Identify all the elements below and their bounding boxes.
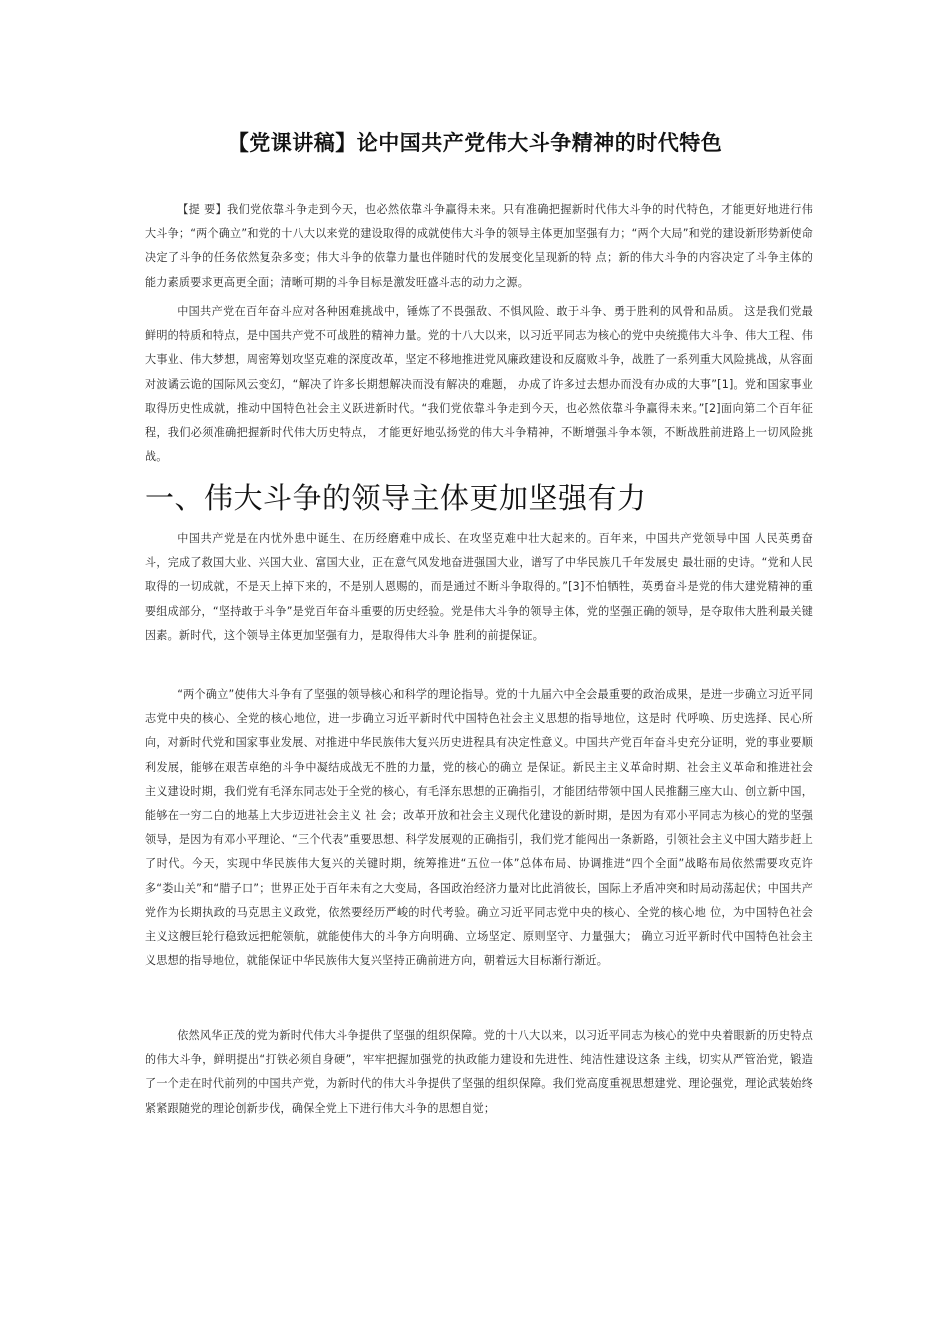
document-title: 【党课讲稿】论中国共产党伟大斗争精神的时代特色 (227, 131, 723, 155)
section-paragraph-2: “两个确立”使伟大斗争有了坚强的领导核心和科学的理论指导。党的十九届六中全会最重要的政治成果，是进一步确立习近平同志党中央的核心、全党的核心地位，进一步确立习近平新时代中国特色社会主义思想的指导地位，这是时 代呼唤、历史选择、民心所向，对新时代党和国家事业发展、对推进中华民族伟大复兴历史进程具有决定性意义。中国共产党百年奋斗史充分证明，党的事业要顺利发展，能够在艰苦卓绝的斗争中凝结成战无不胜的力量，党的核心的确立 是保证。新民主主义革命时期、社会主义革命和推进社会主义建设时期，我们党有毛泽东同志处于全党的核心，有毛泽东思想的正确指引，才能团结带领中国人民推翻三座大山、创立新中国，能够在一穷二白的地基上大步迈进社会主义 社 会；改革开放和社会主义现代化建设的新时期，是因为有邓小平同志为核心的党的坚强领导，是因为有邓小平理论、“三个代表”重要思想、科学发展观的正确指引，我们党才能闯出一条新路，引领社会主义中国大踏步赶上了时代。今天，实现中华民族伟大复兴的关键时期，统筹推进“五位一体”总体布局、协调推进“四个全面”战略布局依然需要攻克许多“娄山关”和“腊子口”；世界正处于百年未有之大变局，各国政治经济力量对比此消彼长，国际上矛盾冲突和时局动荡起伏；中国共产党作为长期执政的马克思主义政党，依然要经历严峻的时代考验。确立习近平同志党中央的核心、全党的核心地 位，为中国特色社会主义这艘巨轮行稳致远把舵领航，就能使伟大的斗争方向明确、立场坚定、原则坚守、力量强大； 确立习近平新时代中国特色社会主义思想的指导地位，就能保证中华民族伟大复兴坚持正确前进方向，朝着远大目标渐行渐近。 (145, 688, 813, 968)
section-paragraph-1: 中国共产党是在内忧外患中诞生、在历经磨难中成长、在攻坚克难中壮大起来的。百年来，中国共产党领导中国 人民英勇奋斗，完成了救国大业、兴国大业、富国大业，正在意气风发地奋进强国大业，谱写了中华民族几千年发展史 最壮丽的史诗。“党和人民取得的一切成就，不是天上掉下来的，不是别人恩赐的，而是通过不断斗争取得的。”[3]不怕牺牲，英勇奋斗是党的伟大建党精神的重要组成部分，“坚持敢于斗争”是党百年奋斗重要的历史经验。党是伟大斗争的领导主体，党的坚强正确的领导，是夺取伟大胜利最关键因素。新时代，这个领导主体更加坚强有力，是取得伟大斗争 胜利的前提保证。 (145, 532, 813, 642)
section-heading: 一、伟大斗争的领导主体更加坚强有力 (145, 481, 647, 515)
intro-paragraph: 中国共产党在百年奋斗应对各种困难挑战中，锤炼了不畏强敌、不惧风险、敢于斗争、勇于胜利的风骨和品质。 这是我们党最鲜明的特质和特点，是中国共产党不可战胜的精神力量。党的十八大以来，以习近平同志为核心的党中央统揽伟大斗争、伟大工程、伟大事业、伟大梦想，周密筹划攻坚克难的深度改革，坚定不移地推进党风廉政建设和反腐败斗争，战胜了一系列重大风险挑战，从容面对波谲云诡的国际风云变幻，“解决了许多长期想解决而没有解决的难题， 办成了许多过去想办而没有办成的大事”[1]。党和国家事业取得历史性成就，推动中国特色社会主义跃进新时代。“我们党依靠斗争走到今天，也必然依靠斗争赢得未来。”[2]面向第二个百年征程，我们必须准确把握新时代伟大历史特点， 才能更好地弘扬党的伟大斗争精神，不断增强斗争本领，不断战胜前进路上一切风险挑战。 (145, 305, 813, 464)
abstract-paragraph: 【提 要】我们党依靠斗争走到今天，也必然依靠斗争赢得未来。只有准确把握新时代伟大斗争的时代特色，才能更好地进行伟大斗争；“两个确立”和党的十八大以来党的建设取得的成就使伟大斗争的领导主体更加坚强有力；“两个大局”和党的建设新形势新使命决定了斗争的任务依然复杂多变；伟大斗争的依靠力量也伴随时代的发展变化呈现新的特 点；新的伟大斗争的内容决定了斗争主体的能力素质要求更高更全面；清晰可期的斗争目标是激发旺盛斗志的动力之源。 (145, 203, 813, 289)
section-paragraph-3: 依然风华正茂的党为新时代伟大斗争提供了坚强的组织保障。党的十八大以来，以习近平同志为核心的党中央着眼新的历史特点的伟大斗争，鲜明提出“打铁必须自身硬”，牢牢把握加强党的执政能力建设和先进性、纯洁性建设这条 主线，切实从严管治党，锻造了一个走在时代前列的中国共产党，为新时代的伟大斗争提供了坚强的组织保障。我们党高度重视思想建党、理论强党，理论武装始终紧紧跟随党的理论创新步伐，确保全党上下进行伟大斗争的思想自觉； (145, 1029, 813, 1115)
